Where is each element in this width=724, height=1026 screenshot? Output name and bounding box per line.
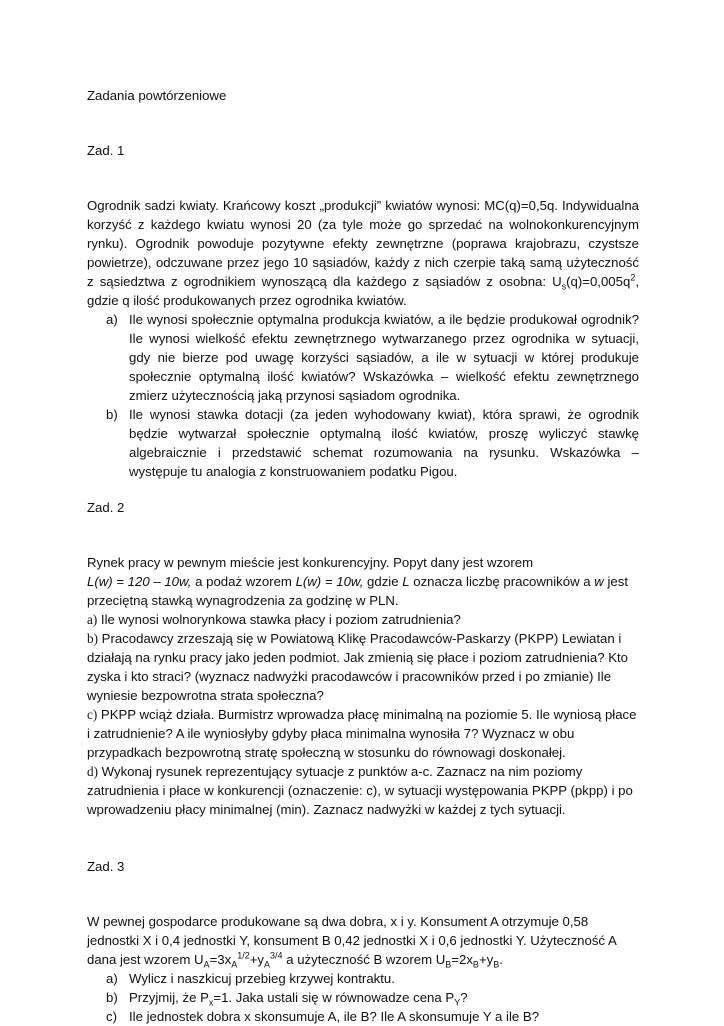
task-2-intro: Rynek pracy w pewnym mieście jest konkurencyjny. Popyt dany jest wzorem L(w) = 120 – 10w, a podaż wzorem L(w) = 10w, gdzie L oznacza liczbę pracowników a w jest przeciętną stawką wynagrodzenia za godzinę w PLN.	[87, 555, 629, 608]
list-item: a) Ile wynosi wolnorynkowa stawka płacy i poziom zatrudnienia?	[87, 612, 461, 627]
task-3-questions	[87, 969, 639, 1026]
document-page	[87, 86, 639, 1026]
list-item: b) Pracodawcy zrzeszają się w Powiatową Klikę Pracodawców-Paskarzy (PKPP) Lewiatan i działają na rynku pracy jako jeden podmiot. Jak zmienią się płace i poziom zatrudnienia? Kto zyska i kto straci? (wyznacz nadwyżki pracodawców i pracowników przed i po zmianie) Ile wyniesie bezpowrotna strata społeczna?	[87, 631, 628, 703]
list-item: a) Wylicz i naszkicuj przebieg krzywej kontraktu.	[106, 971, 395, 986]
list-item: c) PKPP wciąż działa. Burmistrz wprowadza płacę minimalną na poziomie 5. Ile wyniosą płace i zatrudnienie? A ile wyniosłyby gdyby płaca minimalna wynosiła 7? Wyznacz w obu przypadkach bezpowrotną stratę społeczną w stosunku do równowagi doskonałej.	[87, 707, 637, 760]
task-1-heading: Zad. 1	[87, 143, 125, 158]
list-item: b) Ile wynosi stawka dotacji (za jeden wyhodowany kwiat), która sprawi, że ogrodnik będzie wytwarzał społecznie optymalną ilość kwiatów, proszę wyliczyć stawkę algebraicznie i przedstawić schemat rozumowania na rysunku. Wskazówka – występuje tu analogia z konstruowaniem podatku Pigou.	[106, 407, 639, 479]
list-item: c) Ile jednostek dobra x skonsumuje A, ile B? Ile A skonsumuje Y a ile B?	[106, 1009, 540, 1024]
list-item: b) Przyjmij, że $P_x=1$. Jaka ustali się w równowadze cena $P_Y$?	[106, 990, 468, 1008]
task-1-intro: Ogrodnik sadzi kwiaty. Krańcowy koszt „produkcji” kwiatów wynosi: MC(q)=0,5q. Indywidualna korzyść z każdego kwiatu wynosi 20 (za tyle może go sprzedać na wolnokonkurencyjnym rynku). Ogrodnik powoduje pozytywne efekty zewnętrzne (poprawa krajobrazu, czystsze powietrze), odczuwane przez jego 10 sąsiadów, każdy z nich czerpie taką samą użyteczność z sąsiedztwa z ogrodnikiem wynoszącą dla każdego z sąsiadów z osobna: $U_s(q)=0,005q^2$, gdzie q ilość produkowanych przez ogrodnika kwiatów.	[87, 198, 639, 308]
task-3-heading: Zad. 3	[87, 859, 125, 874]
task-1-questions	[87, 310, 639, 481]
task-3-intro: W pewnej gospodarce produkowane są dwa dobra, x i y. Konsument A otrzymuje 0,58 jednostki X i 0,4 jednostki Y, konsument B 0,42 jednostki X i 0,6 jednostki Y. Użyteczność A dana jest wzorem $U_A=3x_A^{1/2}+y_A^{3/4}$ a użyteczność B wzorem $U_B=2x_B+y_B$.	[87, 914, 617, 970]
list-item: a) Ile wynosi społecznie optymalna produkcja kwiatów, a ile będzie produkował ogrodnik? Ile wynosi wielkość efektu zewnętrznego wytwarzanego przez ogrodnika w sytuacji, gdy nie bierze pod uwagę korzyści sąsiadów, a ile w sytuacji w której produkuje społecznie optymalną ilość kwiatów? Wskazówka – wielkość efektu zewnętrznego zmierz użytecznością jaką przynosi sąsiadom ogrodnika.	[106, 312, 639, 403]
task-2-questions	[87, 610, 639, 819]
list-item: d) Wykonaj rysunek reprezentujący sytuacje z punktów a-c. Zaznacz na nim poziomy zatrudnienia i płace w konkurencji (oznaczenie: c), w sytuacji występowania PKPP (pkpp) i po wprowadzeniu płacy minimalnej (min). Zaznacz nadwyżki w każdej z tych sytuacji.	[87, 764, 633, 817]
document-title: Zadania powtórzeniowe	[87, 88, 227, 103]
task-2-heading: Zad. 2	[87, 500, 125, 515]
